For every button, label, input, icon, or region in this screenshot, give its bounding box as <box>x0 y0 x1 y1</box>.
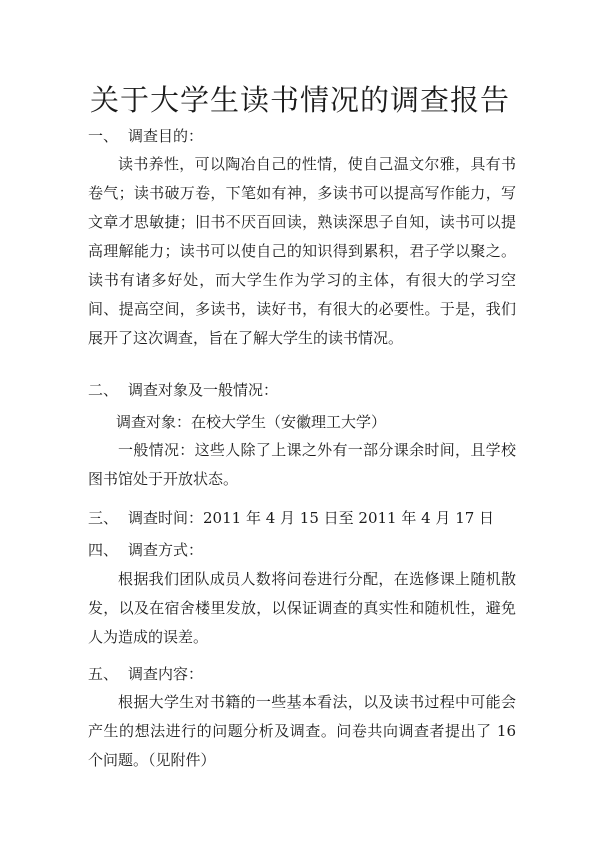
section-3-heading <box>88 508 494 528</box>
section-2-number: 二、 <box>88 381 119 399</box>
section-4-title: 调查方式： <box>128 541 204 559</box>
section-1-heading <box>88 126 203 146</box>
section-4-body: 根据我们团队成员人数将问卷进行分配，在选修课上随机散发，以及在宿舍楼里发放，以保证调查的真实性和随机性，避免人为造成的误差。 <box>88 570 516 646</box>
section-1-number: 一、 <box>88 127 119 145</box>
section-1-title: 调查目的： <box>128 127 204 145</box>
section-5-title: 调查内容： <box>128 665 204 683</box>
section-4-number: 四、 <box>88 541 119 559</box>
section-1-body: 读书养性，可以陶冶自己的性情，使自己温文尔雅，具有书卷气；读书破万卷，下笔如有神，多读书可以提高写作能力，写文章才思敏捷；旧书不厌百回读，熟读深思子自知，读书可以提高理解能力；读书可以使自己的知识得到累积，君子学以聚之。读书有诸多好处，而大学生作为学习的主体，有很大的学习空间、提高空间，多读书，读好书，有很大的必要性。于是，我们展开了这次调查，旨在了解大学生的读书情况。 <box>88 155 516 347</box>
section-5-body: 根据大学生对书籍的一些基本看法，以及读书过程中可能会产生的想法进行的问题分析及调查。问卷共向调查者提出了 16 个问题。（见附件） <box>88 693 516 769</box>
section-3-number: 三、 <box>88 509 119 527</box>
section-2-body: 一般情况：这些人除了上课之外有一部分课余时间，且学校图书馆处于开放状态。 <box>88 441 516 488</box>
section-3-title: 调查时间：2011 年 4 月 15 日至 2011 年 4 月 17 日 <box>128 509 495 527</box>
section-4-heading <box>88 540 203 560</box>
section-2-title: 调查对象及一般情况： <box>128 381 279 399</box>
section-2-object-line: 调查对象：在校大学生（安徽理工大学） <box>116 413 387 431</box>
section-5-heading <box>88 664 203 684</box>
document-title: 关于大学生读书情况的调查报告 <box>89 83 510 117</box>
section-2-heading <box>88 380 278 400</box>
section-5-number: 五、 <box>88 665 119 683</box>
